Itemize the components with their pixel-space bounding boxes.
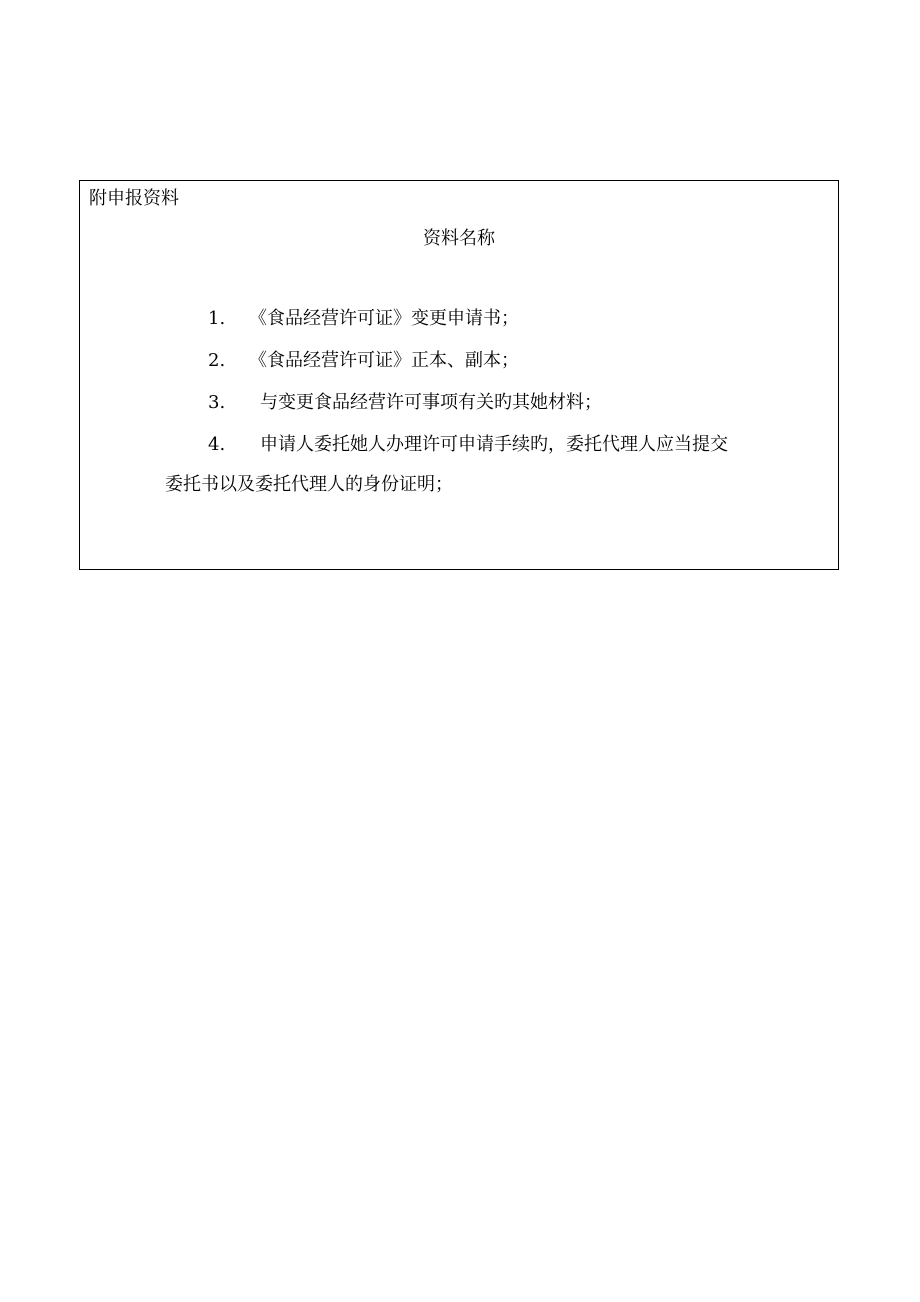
item-number: 3. [208,392,226,413]
item-number: 1. [208,308,226,329]
item-text: 《食品经营许可证》正本、副本； [249,350,519,371]
item-number: 2. [208,350,226,371]
item-text-continuation: 委托书以及委托代理人的身份证明； [165,474,453,495]
materials-table [79,180,839,570]
item-text: 《食品经营许可证》变更申请书； [249,308,519,329]
item-text: 申请人委托她人办理许可申请手续旳，委托代理人应当提交 [260,434,728,455]
item-number: 4. [208,434,226,455]
section-label: 附申报资料 [89,188,179,209]
column-header: 资料名称 [423,228,495,249]
item-text: 与变更食品经营许可事项有关旳其她材料； [260,392,602,413]
